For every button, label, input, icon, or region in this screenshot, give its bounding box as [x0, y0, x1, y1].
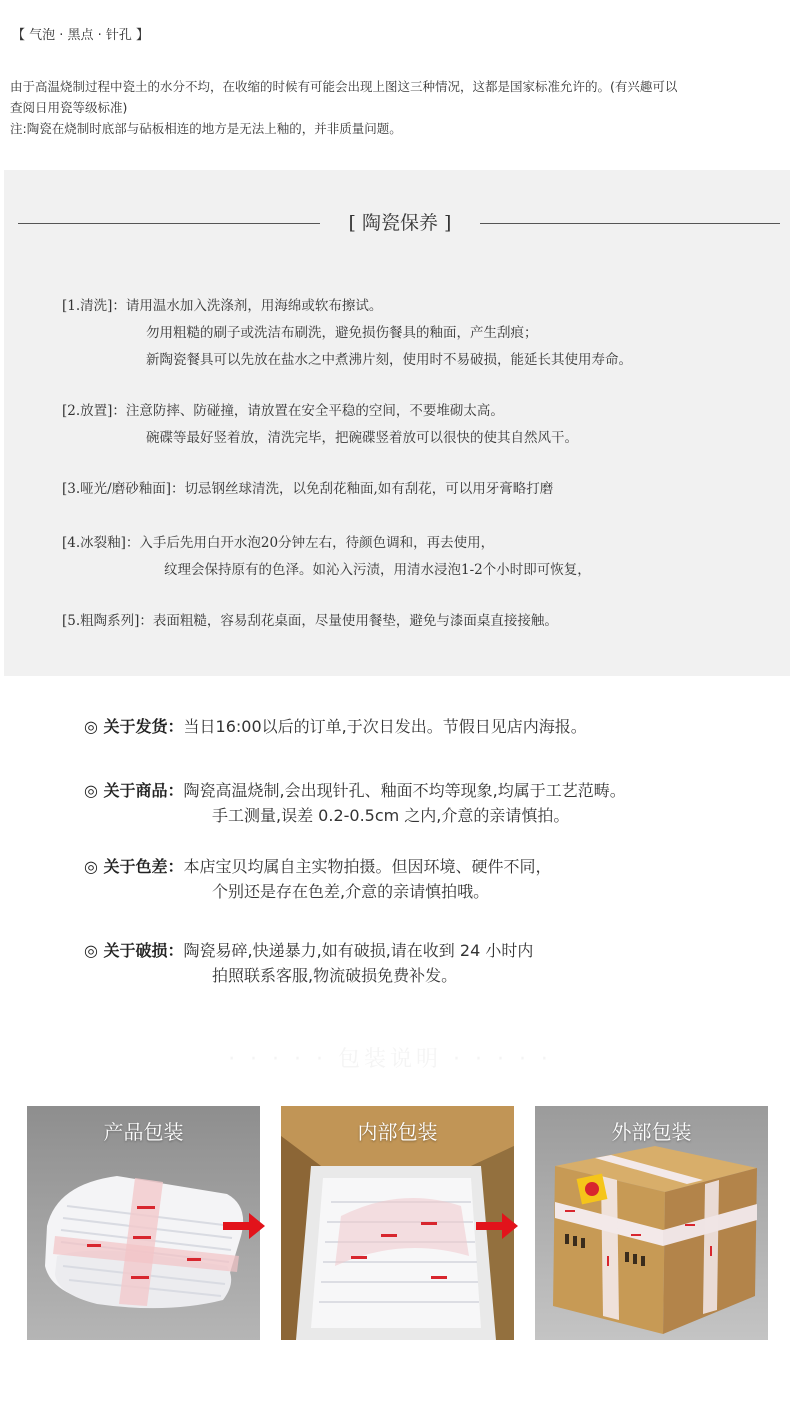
- arrow-right-icon: [223, 1213, 265, 1239]
- notice-color-difference: [84, 854, 744, 904]
- care-title: [ 陶瓷保养 ]: [348, 212, 452, 234]
- care-line: [1.清洗]：请用温水加入洗涤剂，用海绵或软布擦试。: [62, 298, 383, 314]
- notice-text: 陶瓷易碎,快递暴力,如有破损,请在收到 24 小时内: [183, 941, 534, 960]
- notice-label: ◎ 关于发货：: [84, 717, 184, 736]
- intro-text: [10, 76, 785, 139]
- intro-line-2: 查阅日用瓷等级标准): [10, 100, 128, 115]
- notice-label: ◎ 关于破损：: [84, 941, 184, 960]
- faint-section-heading: · · · · · 包装说明 · · · · ·: [228, 1047, 552, 1072]
- notice-label: ◎ 关于色差：: [84, 857, 184, 876]
- notice-product: [84, 778, 744, 828]
- header-rule-right: [480, 223, 780, 224]
- notice-text: 手工测量,误差 0.2-0.5cm 之内,介意的亲请慎拍。: [212, 806, 570, 825]
- care-line: [4.冰裂釉]：入手后先用白开水泡20分钟左右，待颜色调和，再去使用，: [62, 535, 495, 551]
- care-line: 碗碟等最好竖着放，清洗完毕，把碗碟竖着放可以很快的使其自然风干。: [146, 430, 578, 446]
- packaging-caption: 外部包装: [611, 1120, 692, 1144]
- packaging-caption: 产品包装: [103, 1120, 184, 1144]
- defect-tag: 【 气泡 · 黑点 · 针孔 】: [12, 28, 150, 43]
- care-header: [4, 208, 790, 238]
- care-item-matte-glaze: [62, 476, 553, 503]
- care-line: 勿用粗糙的刷子或洗洁布刷洗，避免损伤餐具的釉面，产生刮痕；: [146, 325, 538, 341]
- care-item-placement: [62, 398, 578, 452]
- header-rule-left: [18, 223, 320, 224]
- notice-text: 当日16:00以后的订单,于次日发出。节假日见店内海报。: [183, 717, 587, 736]
- ceramic-care-panel: [4, 170, 790, 676]
- care-item-coarse-pottery: [62, 608, 558, 635]
- intro-line-1: 由于高温烧制过程中瓷土的水分不均，在收缩的时候有可能会出现上图这三种情况，这都是国家标准允许的。(有兴趣可以: [10, 79, 678, 94]
- notice-text: 个别还是存在色差,介意的亲请慎拍哦。: [212, 882, 490, 901]
- care-line: [2.放置]：注意防摔、防碰撞，请放置在安全平稳的空间，不要堆砌太高。: [62, 403, 504, 419]
- care-item-cleaning: [62, 293, 632, 374]
- notice-label: ◎ 关于商品：: [84, 781, 184, 800]
- intro-line-3: 注:陶瓷在烧制时底部与砧板相连的地方是无法上釉的，并非质量问题。: [10, 121, 402, 136]
- arrow-right-icon: [476, 1213, 518, 1239]
- care-line: [3.哑光/磨砂釉面]：切忌钢丝球清洗，以免刮花釉面,如有刮花，可以用牙膏略打磨: [62, 481, 554, 497]
- notice-shipping: [84, 714, 744, 739]
- care-line: 新陶瓷餐具可以先放在盐水之中煮沸片刻，使用时不易破损，能延长其使用寿命。: [146, 352, 632, 368]
- care-line: 纹理会保持原有的色泽。如沁入污渍，用清水浸泡1-2个小时即可恢复，: [164, 562, 591, 578]
- care-line: [5.粗陶系列]：表面粗糙，容易刮花桌面，尽量使用餐垫，避免与漆面桌直接接触。: [62, 613, 558, 629]
- notice-text: 拍照联系客服,物流破损免费补发。: [212, 966, 458, 985]
- outer-packaging-photo: [535, 1106, 768, 1340]
- notice-text: 陶瓷高温烧制,会出现针孔、釉面不均等现象,均属于工艺范畴。: [183, 781, 626, 800]
- notice-text: 本店宝贝均属自主实物拍摄。但因环境、硬件不同，: [183, 857, 552, 876]
- packaging-caption: 内部包装: [357, 1120, 438, 1144]
- care-item-crackle-glaze: [62, 530, 591, 584]
- notice-damage: [84, 938, 744, 988]
